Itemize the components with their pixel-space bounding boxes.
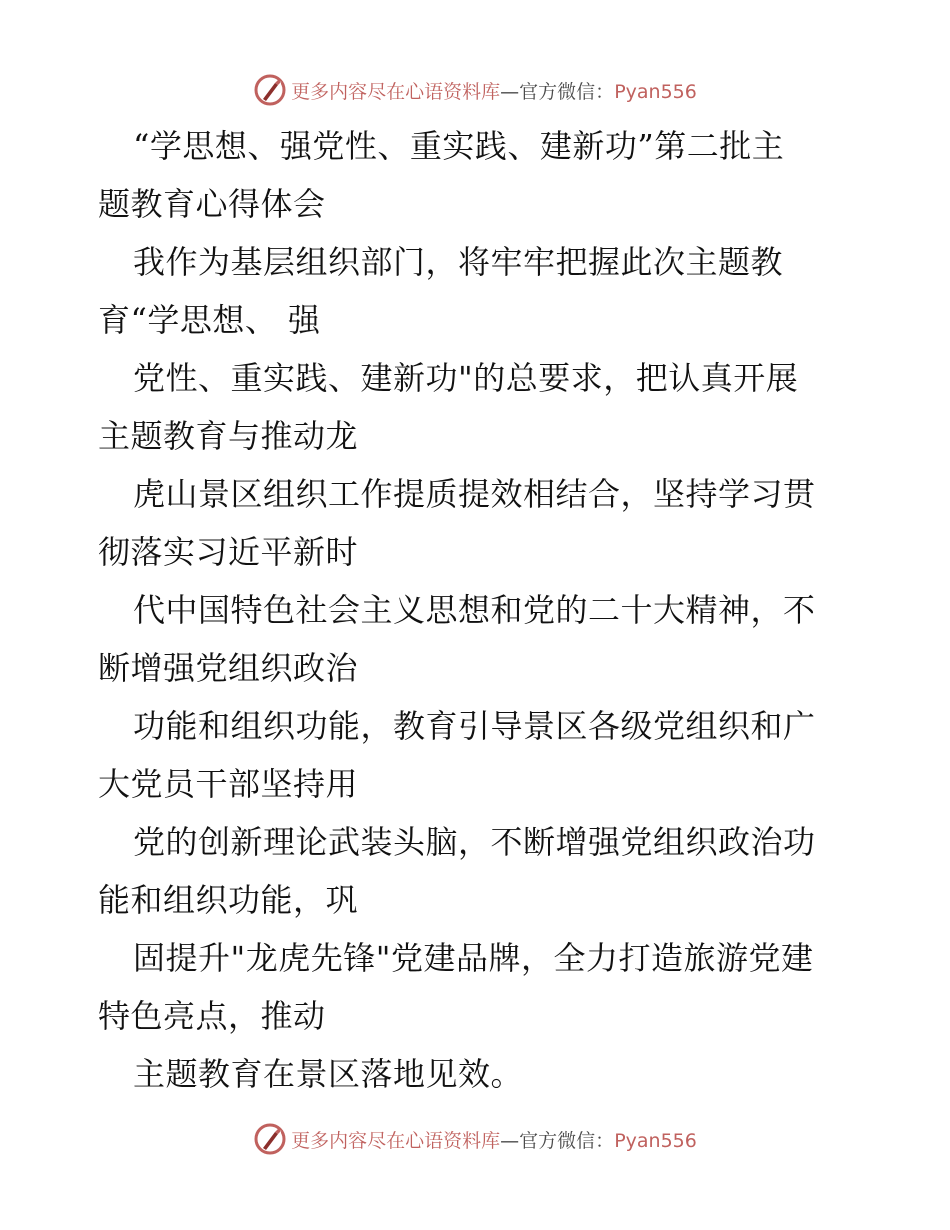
pen-swirl-logo-icon (253, 73, 287, 107)
watermark-main-text: 更多内容尽在心语资料库 (291, 1129, 501, 1152)
text-line: 功能和组织功能，教育引导景区各级党组织和广 (133, 707, 816, 745)
text-line: 大党员干部坚持用 (98, 765, 359, 803)
text-line: 主题教育在景区落地见效。 (133, 1055, 524, 1093)
text-line: 断增强党组织政治 (98, 649, 359, 687)
watermark-id: Pyan556 (614, 1129, 697, 1152)
text-line: 固提升"龙虎先锋"党建品牌，全力打造旅游党建 (133, 939, 814, 977)
watermark-dash: — (500, 1129, 520, 1152)
watermark-label: 官方微信： (519, 80, 615, 103)
watermark-label: 官方微信： (519, 1129, 615, 1152)
watermark-main-text: 更多内容尽在心语资料库 (291, 80, 501, 103)
text-line: 彻落实习近平新时 (98, 533, 359, 571)
text-line: “学思想、强党性、重实践、建新功”第二批主 (133, 127, 785, 165)
watermark-id: Pyan556 (614, 80, 697, 103)
text-line: 代中国特色社会主义思想和党的二十大精神，不 (133, 591, 816, 629)
text-line: 党的创新理论武装头脑，不断增强党组织政治功 (133, 823, 816, 861)
text-line: 能和组织功能，巩 (98, 881, 359, 919)
text-line: 虎山景区组织工作提质提效相结合，坚持学习贯 (133, 475, 816, 513)
text-line: 我作为基层组织部门，将牢牢把握此次主题教 (133, 243, 784, 281)
text-line: 主题教育与推动龙 (98, 417, 359, 455)
text-line: 题教育心得体会 (98, 185, 326, 223)
header-watermark (0, 68, 950, 112)
watermark-dash: — (500, 80, 520, 103)
text-line: 党性、重实践、建新功"的总要求，把认真开展 (133, 359, 799, 397)
pen-swirl-logo-icon (253, 1122, 287, 1156)
text-line: 特色亮点，推动 (98, 997, 326, 1035)
footer-watermark (0, 1117, 950, 1161)
text-line: 育“学思想、 强 (98, 301, 321, 339)
